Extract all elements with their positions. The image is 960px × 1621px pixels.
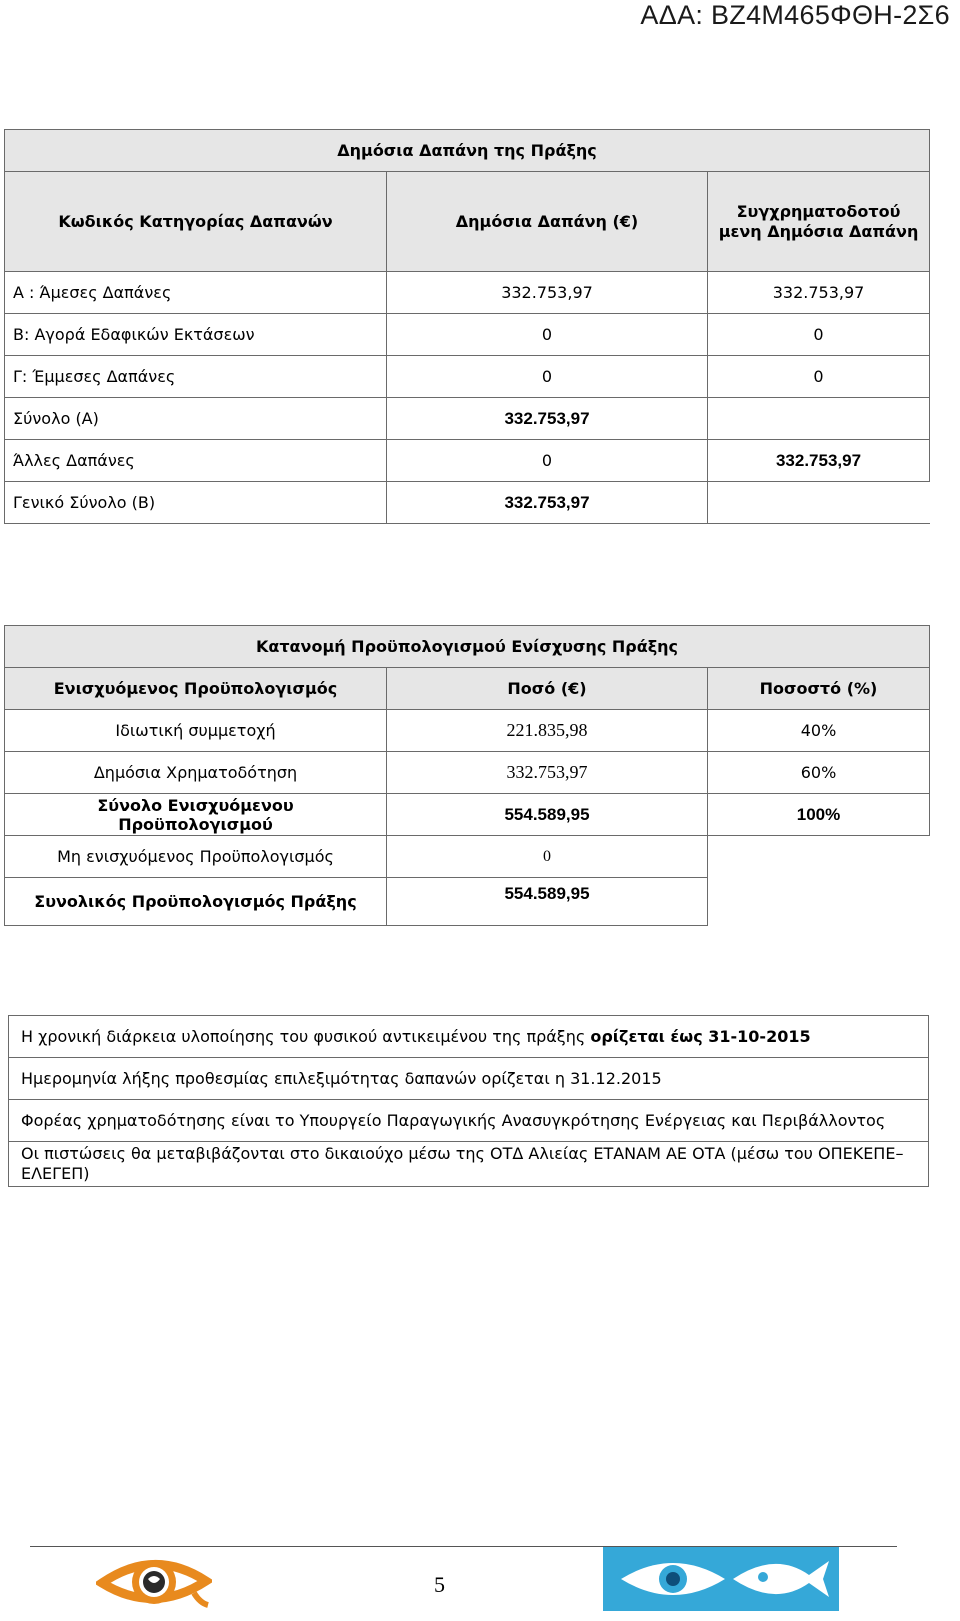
blue-fish-eye-logo-icon [603, 1547, 839, 1615]
funding-body-note: Φορέας χρηματοδότησης είναι το Υπουργείο Παραγωγικής Ανασυγκρότησης Ενέργειας και Περιβάλλοντος [9, 1100, 929, 1142]
page-number: 5 [434, 1572, 445, 1597]
row-value: 0 [387, 356, 708, 398]
table2-col-amount: Ποσό (€) [387, 668, 708, 710]
row-amount: 554.589,95 [387, 878, 708, 926]
table-row [5, 836, 930, 878]
row-amount: 554.589,95 [387, 794, 708, 836]
table-row [5, 272, 930, 314]
row-label: Ιδιωτική συμμετοχή [5, 710, 387, 752]
row-amount: 332.753,97 [387, 752, 708, 794]
table1-title: Δημόσια Δαπάνη της Πράξης [5, 130, 930, 172]
empty-cell [708, 482, 930, 524]
table2-col-budget: Ενισχυόμενος Προϋπολογισμός [5, 668, 387, 710]
table2-col-percent: Ποσοστό (%) [708, 668, 930, 710]
row-percent: 60% [708, 752, 930, 794]
empty-cell [708, 836, 930, 878]
row-percent: 100% [708, 794, 930, 836]
table-row [5, 752, 930, 794]
table-row [5, 440, 930, 482]
table-row [5, 314, 930, 356]
row-label: Α : Άμεσες Δαπάνες [5, 272, 387, 314]
row-label: Γ: Έμμεσες Δαπάνες [5, 356, 387, 398]
row-label: Γενικό Σύνολο (Β) [5, 482, 387, 524]
duration-text: Η χρονική διάρκεια υλοποίησης του φυσικού αντικειμένου της πράξης [21, 1026, 591, 1046]
table-row [5, 398, 930, 440]
row-label: Συνολικός Προϋπολογισμός Πράξης [5, 878, 387, 926]
credits-note: Οι πιστώσεις θα μεταβιβάζονται στο δικαιούχο μέσω της ΟΤΔ Αλιείας ΕΤΑΝΑΜ ΑΕ ΟΤΑ (μέσω του ΟΠΕΚΕΠΕ–ΕΛΕΓΕΠ) [9, 1142, 929, 1187]
row-value: 332.753,97 [387, 398, 708, 440]
table1-col-public-expenditure: Δημόσια Δαπάνη (€) [387, 172, 708, 272]
table1-col-category: Κωδικός Κατηγορίας Δαπανών [5, 172, 387, 272]
row-value [708, 398, 930, 440]
row-label: Άλλες Δαπάνες [5, 440, 387, 482]
table-row [5, 878, 930, 926]
table2-title: Κατανομή Προϋπολογισμού Ενίσχυσης Πράξης [5, 626, 930, 668]
row-value: 332.753,97 [708, 440, 930, 482]
duration-note [9, 1016, 929, 1058]
notes-table [8, 1015, 929, 1187]
row-value: 332.753,97 [708, 272, 930, 314]
table-row [5, 482, 930, 524]
budget-allocation-table [4, 625, 930, 926]
public-expenditure-table [4, 129, 930, 524]
row-label: Δημόσια Χρηματοδότηση [5, 752, 387, 794]
row-amount: 0 [387, 836, 708, 878]
eligibility-note: Ημερομηνία λήξης προθεσμίας επιλεξιμότητας δαπανών ορίζεται η 31.12.2015 [9, 1058, 929, 1100]
row-label: Σύνολο (Α) [5, 398, 387, 440]
empty-cell [708, 878, 930, 926]
row-label: Β: Αγορά Εδαφικών Εκτάσεων [5, 314, 387, 356]
row-amount: 221.835,98 [387, 710, 708, 752]
row-value: 332.753,97 [387, 272, 708, 314]
duration-deadline: ορίζεται έως 31-10-2015 [590, 1026, 811, 1046]
row-percent: 40% [708, 710, 930, 752]
table-row [5, 794, 930, 836]
orange-eye-logo-icon [96, 1545, 212, 1621]
ada-code: ΑΔΑ: ΒΖ4Μ465ΦΘΗ-2Σ6 [640, 0, 950, 30]
row-value: 0 [387, 314, 708, 356]
row-label: Μη ενισχυόμενος Προϋπολογισμός [5, 836, 387, 878]
row-value: 0 [708, 356, 930, 398]
table-row [5, 710, 930, 752]
table1-col-cofinanced: Συγχρηματοδοτού μενη Δημόσια Δαπάνη [708, 172, 930, 272]
table-row [5, 356, 930, 398]
row-label: Σύνολο Ενισχυόμενου Προϋπολογισμού [5, 794, 387, 836]
row-value: 332.753,97 [387, 482, 708, 524]
row-value: 0 [387, 440, 708, 482]
row-value: 0 [708, 314, 930, 356]
